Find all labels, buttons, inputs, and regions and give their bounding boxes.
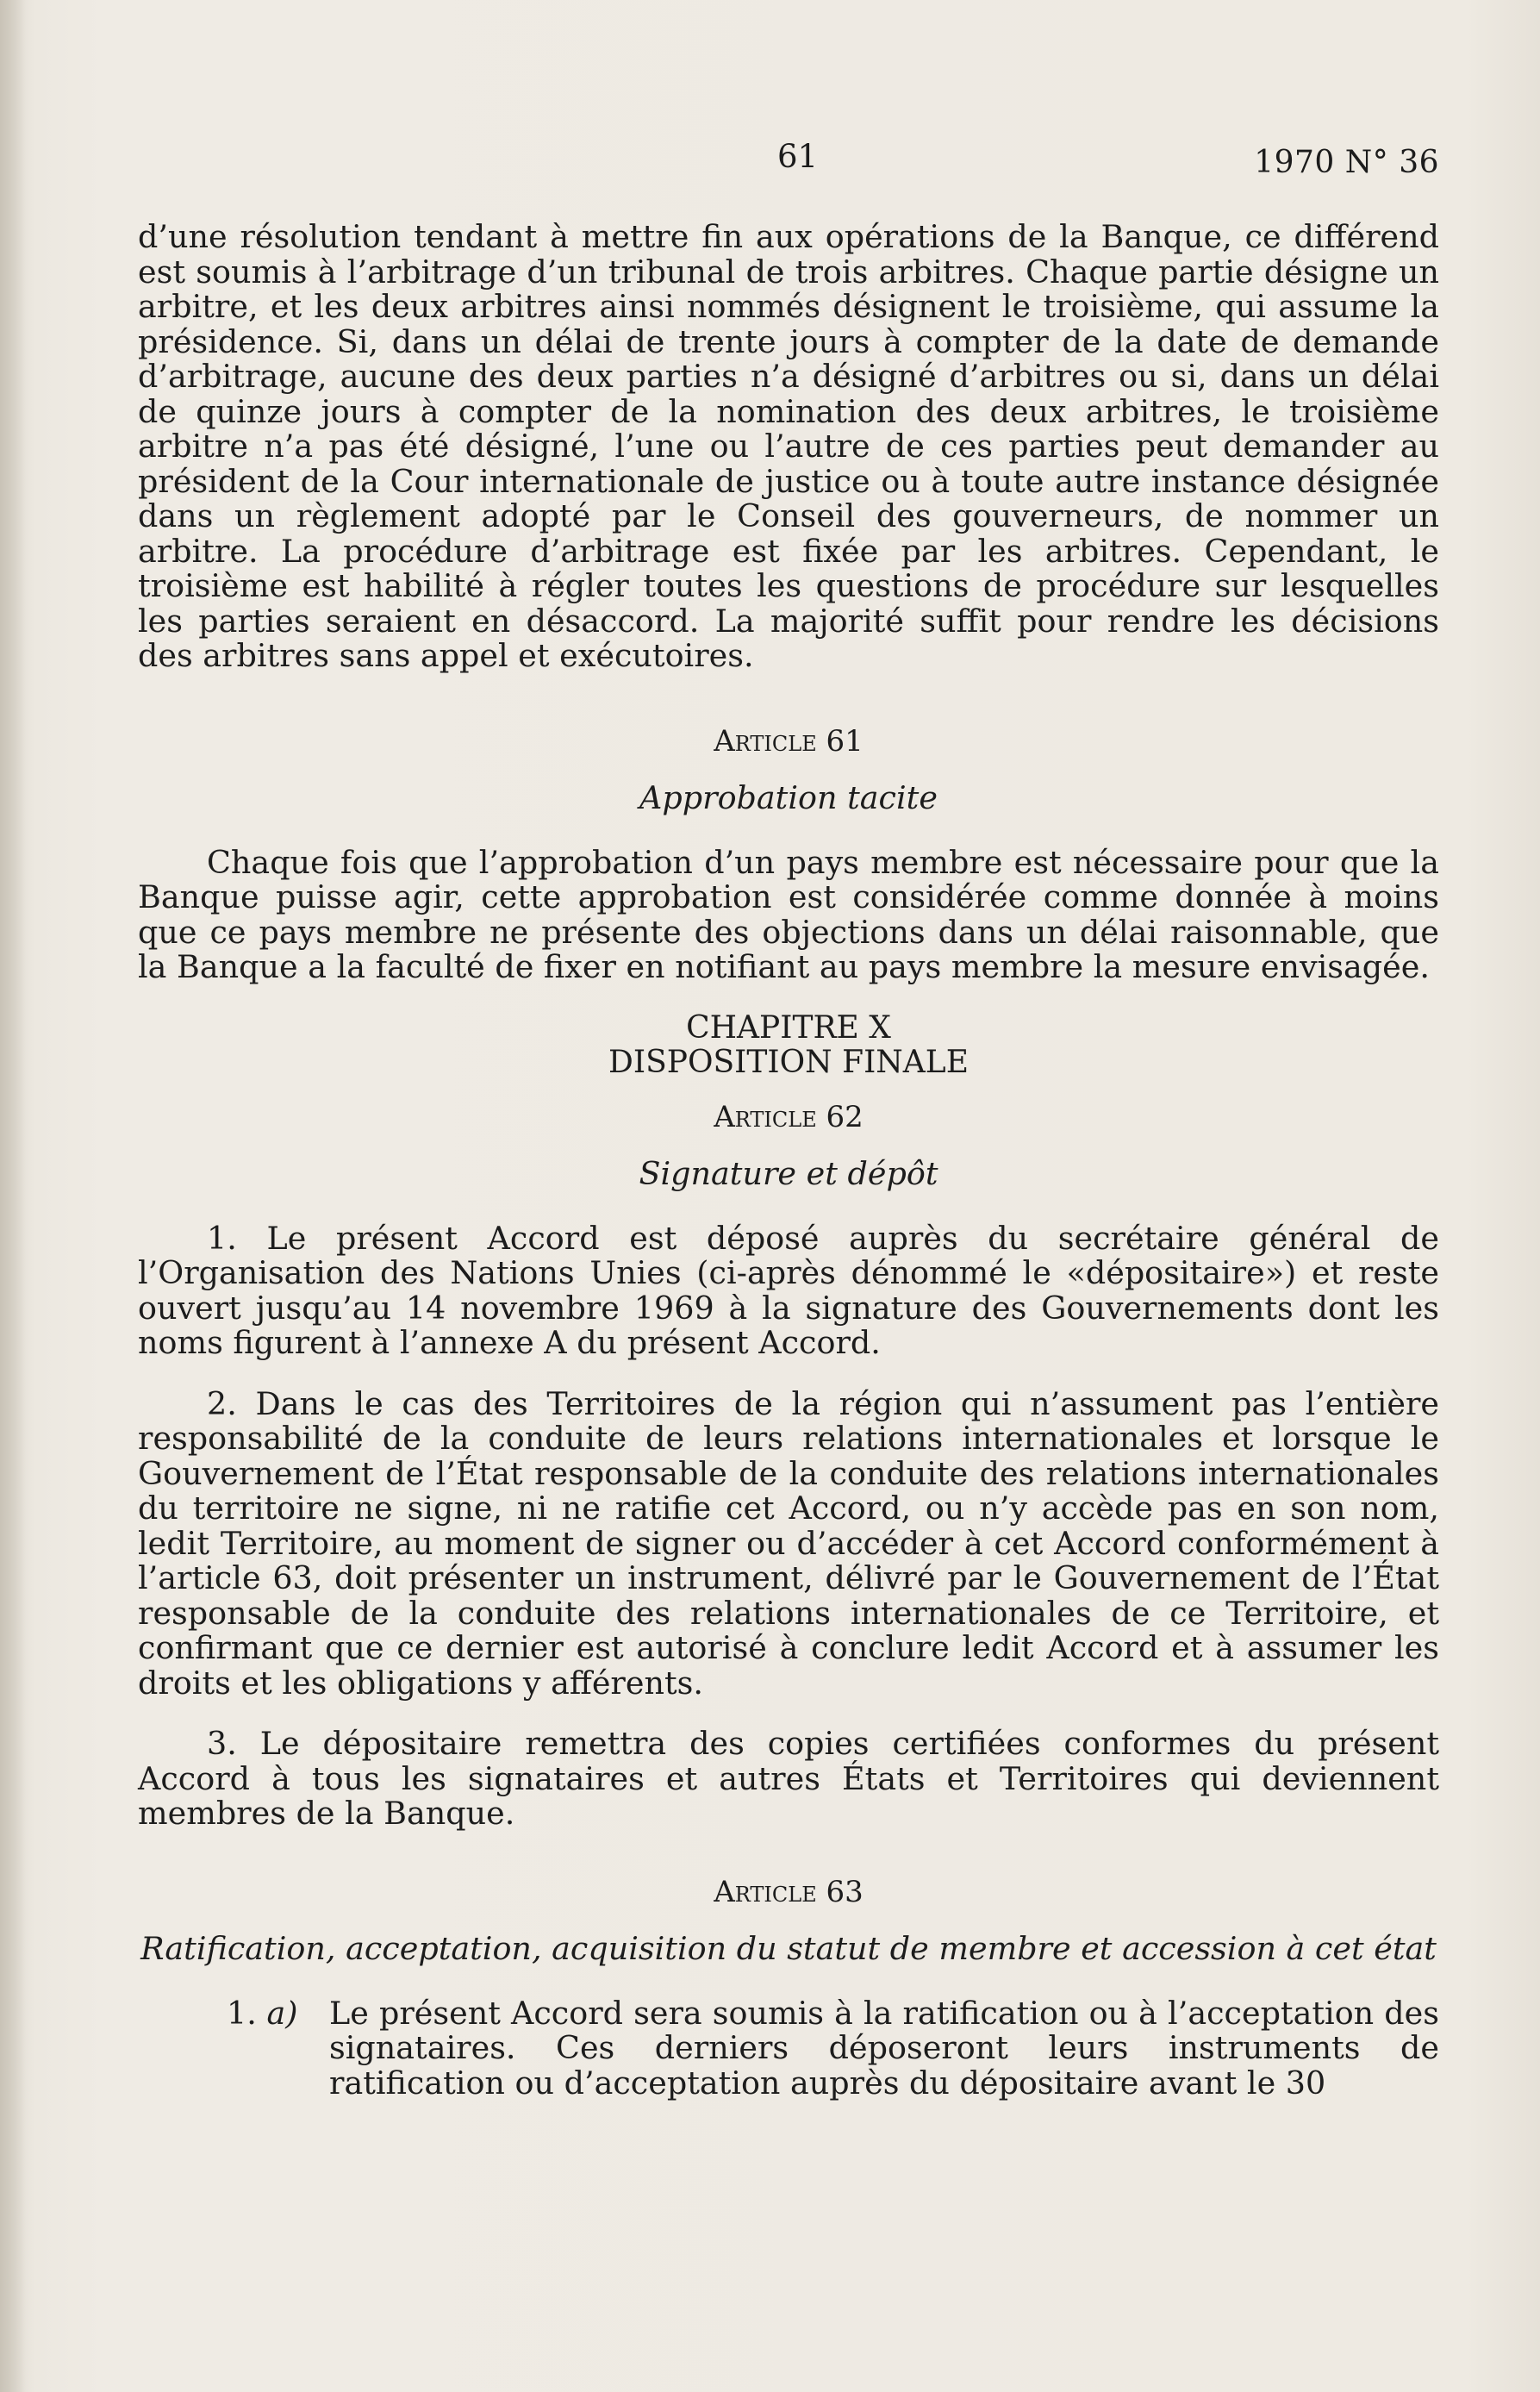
chapter-subheading: DISPOSITION FINALE <box>608 1045 969 1080</box>
article-62-subtitle: Signature et dépôt <box>639 1155 938 1192</box>
article-61-text: Chaque fois que l’approbation d’un pays membre est nécessaire pour que la Banque puisse agir, cette approbation est considérée comme donnée à moins que ce pays membre ne présente des objections dans un délai raisonnable, que la Banque a la faculté de fixer en notifiant au pays membre la mesure envisagée. <box>138 843 1439 985</box>
article-61-subtitle: Approbation tacite <box>639 779 938 816</box>
chapter-heading: CHAPITRE X <box>686 1009 891 1046</box>
page-number: 61 <box>777 138 819 175</box>
article-62-paragraph-2: 2. Dans le cas des Territoires de la région qui n’assument pas l’entière responsabilité de la conduite de leurs relations internationales et lorsque le Gouvernement de l’État responsable de la conduite des relations internationales du territoire ne signe, ni ne ratifie cet Accord, ou n’y accède pas en son nom, ledit Territoire, au moment de signer ou d’accéder à cet Accord conformément à l’article 63, doit présenter un instrument, délivré par le Gouvernement de l’État responsable de la conduite des relations internationales de ce Territoire, et confirmant que ce dernier est autorisé à conclure ledit Accord et à assumer les droits et les obligations y afférents. <box>138 1384 1439 1702</box>
article-62-paragraph-1: 1. Le présent Accord est déposé auprès du secrétaire général de l’Organisation des Nations Unies (ci-après dénommé le «dépositaire») et reste ouvert jusqu’au 14 novembre 1969 à la signature des Gouvernements dont les noms figurent à l’annexe A du présent Accord. <box>138 1219 1439 1361</box>
article-63-title: Article 63 <box>714 1874 864 1909</box>
binding-shadow <box>0 0 26 2392</box>
article-63-subtitle: Ratification, acceptation, acquisition du statut de membre et accession à cet état <box>140 1930 1437 1967</box>
article-62-paragraph-3: 3. Le dépositaire remettra des copies certifiées conformes du présent Accord à tous les signataires et autres États et Territoires qui deviennent membres de la Banque. <box>138 1725 1439 1832</box>
item-number: 1. a) <box>227 1994 298 2032</box>
article-63-item-1 <box>138 1996 1439 2102</box>
page-header <box>138 138 1439 181</box>
running-head: 1970 N° 36 <box>1254 145 1439 180</box>
article-61-title: Article 61 <box>714 723 864 759</box>
document-body <box>138 220 1439 2101</box>
item-text: Le présent Accord sera soumis à la ratification ou à l’acceptation des signataires. Ces derniers déposeront leurs instruments de ratification ou d’acceptation auprès du dépositaire avant le 30 <box>329 1994 1439 2102</box>
article-62-title: Article 62 <box>714 1099 864 1134</box>
paragraph-continuation: d’une résolution tendant à mettre fin aux opérations de la Banque, ce différend est soumis à l’arbitrage d’un tribunal de trois arbitres. Chaque partie désigne un arbitre, et les deux arbitres ainsi nommés désignent le troisième, qui assume la présidence. Si, dans un délai de trente jours à compter de la date de demande d’arbitrage, aucune des deux parties n’a désigné d’arbitres ou si, dans un délai de quinze jours à compter de la nomination des deux arbitres, le troisième arbitre n’a pas été désigné, l’une ou l’autre de ces parties peut demander au président de la Cour internationale de justice ou à toute autre instance désignée dans un règlement adopté par le Conseil des gouverneurs, de nommer un arbitre. La procédure d’arbitrage est fixée par les arbitres. Cependant, le troisième est habilité à régler toutes les questions de procédure sur lesquelles les parties seraient en désaccord. La majorité suffit pour rendre les décisions des arbitres sans appel et exécutoires. <box>138 218 1439 674</box>
